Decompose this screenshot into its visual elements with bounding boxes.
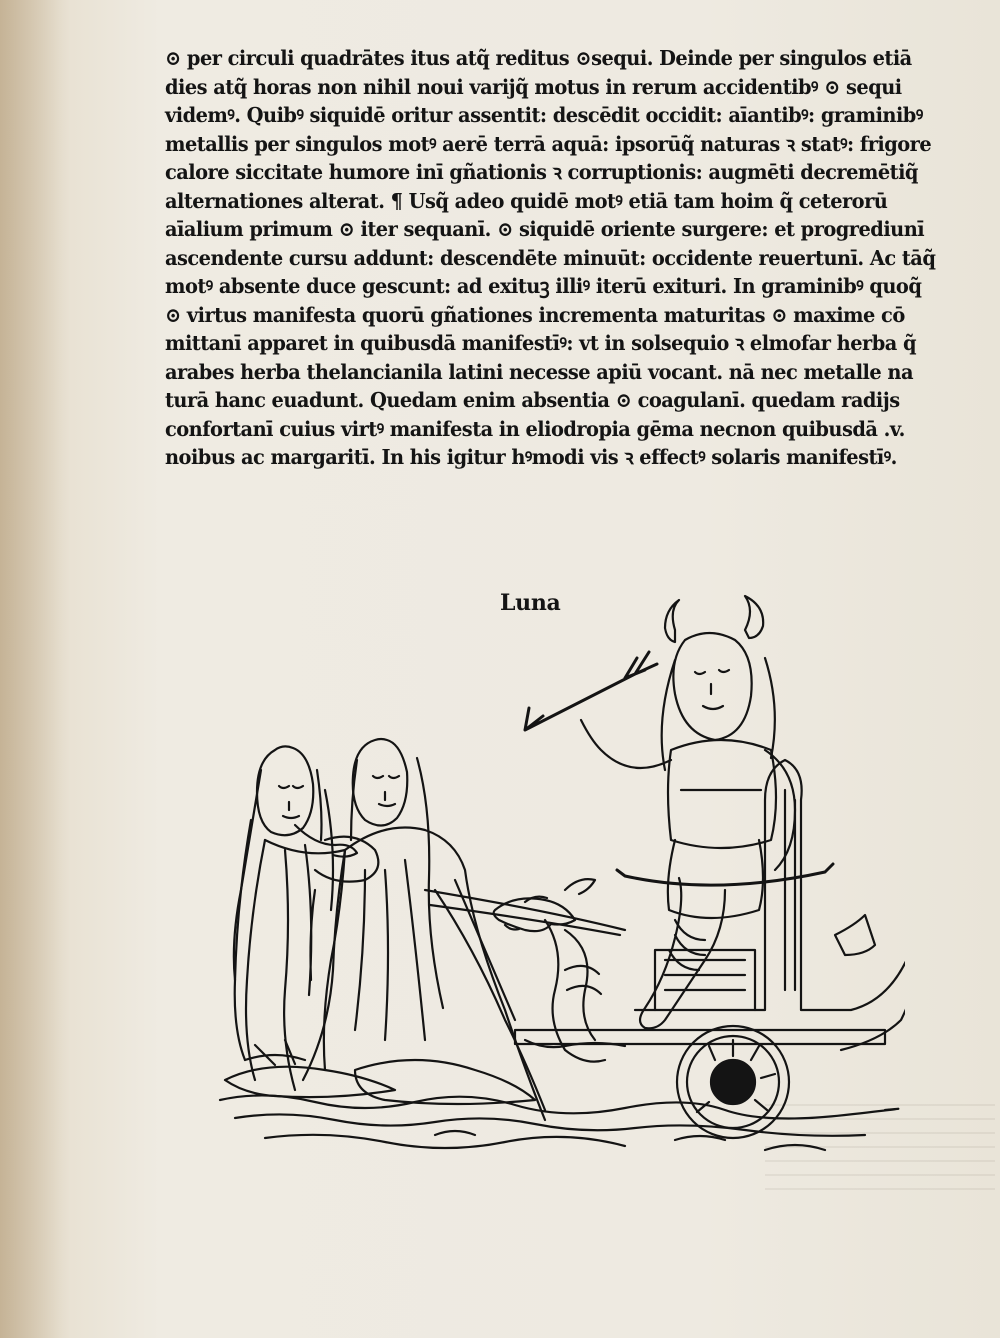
text-line: mittanī apparet in quibusdā manifestīꝰ: vt in solsequio ꝛ elmofar herba q̃ — [165, 331, 916, 355]
text-line: calore siccitate humore inī gñationis ꝛ corruptionis: augmēti decremētiq̃ — [165, 160, 918, 184]
text-line: arabes herba thelancianila latini necesse apiū vocant. nā nec metalle na — [165, 359, 913, 384]
chariot — [515, 760, 905, 1138]
text-line: alternationes alterat. ¶ Usq̃ adeo quidē motꝰ etiā tam hoim q̃ ceterorū — [165, 188, 888, 213]
kneeling-woman-left — [225, 746, 395, 1097]
text-line: confortanī cuius virtꝰ manifesta in eliodropia gēma necnon quibusdā .v. — [165, 416, 905, 441]
horned-luna-figure — [525, 596, 833, 1028]
text-line: aīalium primum ⊙ iter sequanī. ⊙ siquidē oriente surgere: et progrediunī — [165, 217, 925, 241]
gutter-stain — [0, 0, 70, 1338]
reins — [425, 890, 625, 935]
text-line: ⊙ virtus manifesta quorū gñationes incrementa maturitas ⊙ maxime cō — [165, 302, 905, 327]
text-line: videmꝰ. Quibꝰ siquidē oritur assentit: descēdit occidit: aīantibꝰ: graminibꝰ — [165, 103, 923, 127]
text-line: noibus ac margaritī. In his igitur hꝰmodi vis ꝛ effectꝰ solaris manifestīꝰ. — [165, 445, 897, 469]
luna-woodcut-illustration — [205, 590, 905, 1190]
text-line: motꝰ absente duce gescunt: ad exituꝫ illiꝰ iterū exituri. In graminibꝰ quoq̃ — [165, 274, 922, 298]
text-line: turā hanc euadunt. Quedam enim absentia ⊙ coagulanī. quedam radijs — [165, 388, 900, 412]
text-line: metallis per singulos motꝰ aerē terrā aquā: ipsorūq̃ naturas ꝛ statꝰ: frigore — [165, 131, 932, 156]
blackletter-text-block — [165, 44, 965, 472]
text-line: dies atq̃ horas non nihil noui varijq̃ motus in rerum accidentibꝰ ⊙ sequi — [165, 74, 902, 99]
text-line: ⊙ per circuli quadrātes itus atq̃ reditus ⊙sequi. Deinde per singulos etiā — [165, 46, 912, 70]
illustration-caption: Luna — [500, 590, 561, 616]
text-line: ascendente cursu addunt: descendēte minuūt: occidente reuertunī. Ac tāq̃ — [165, 245, 936, 270]
ground-waves — [220, 1095, 898, 1118]
arrow — [525, 652, 657, 730]
kneeling-woman-right — [303, 739, 545, 1120]
